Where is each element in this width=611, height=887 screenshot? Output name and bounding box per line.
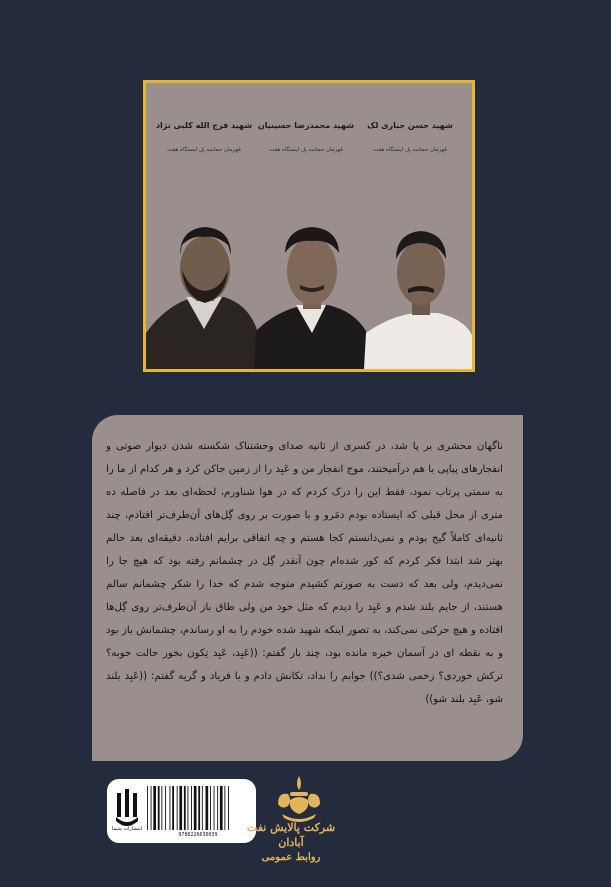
barcode-bar	[191, 786, 192, 830]
martyr-caption-2: قهرمان حماسه پل ایستگاه هفت	[269, 147, 343, 153]
isbn-number: 9786226630039	[178, 832, 218, 838]
barcode-bar	[177, 786, 178, 830]
barcode-bar	[172, 786, 174, 830]
portrait-right	[364, 231, 472, 369]
barcode-bar	[179, 786, 182, 830]
excerpt-panel	[92, 415, 523, 761]
barcode-bar	[206, 786, 209, 830]
barcode-bar	[151, 786, 152, 830]
excerpt-text: ناگهان محشری بر پا شد، در کسری از ثانیه صدای وحشتناک شکسته شدن دیوار صوتی و انفجارهای پیاپی با هم درآمیختند، موج انفجار من و عَبِد را از زمین جاکن کرد و هر کدام از ما را به سمتی پرتاب نمود، فقط این را درک کردم که در هوا شناورم، لحظه‌ای بعد در فاصله ده متری از محل قبلی که ایستاده بودم دمَرو و با صورت بر روی گِل‌های آن‌طرف‌تر افتادم، چند ثانیه‌ای کاملاً گیج بودم و نمی‌دانستم کجا هستم و چه اتفاقی برایم افتاده. دقیقه‌ای بعد حالم بهتر شد ابتدا فکر کردم که کور شده‌ام چون آنقدر گِل در چشمانم رفته بود که هیچ جا را نمی‌دیدم، ولی بعد که دست به صورتم کشیدم متوجه شدم که خدا را شکر چشمانم سالم هستند، از جایم بلند شدم و عَبِد را دیدم که مثل خود من ولی طاق باز آن‌طرف‌تر روی گِل‌ها افتاده و هیچ حرکتی نمی‌کند، به تصور اینکه شهید شده خودم را به او رساندم، چشمانش باز بود و به نقطه ای در آسمان خیره مانده بود، چند بار گفتم: ((عَبِد، عَبِد تِکون بخور حالت خوبه؟ ترکش خوردی؟ زخمی شدی؟)) جوابم را نداد، تکانش دادم و با فریاد و گریه گفتم: ((عَبِد بلند شو، عَبِد بلند شو))	[106, 441, 503, 705]
company-name-line2: روابط عمومی	[261, 852, 321, 863]
martyr-name-2: شهید محمدرضا حسینیان	[257, 121, 355, 130]
barcode-bar	[214, 786, 215, 830]
barcode-bar	[184, 786, 186, 830]
publisher-name: انتشارات شیما	[111, 826, 143, 832]
barcode-bar	[198, 786, 200, 830]
barcode-bar	[147, 786, 148, 830]
barcode-bar	[228, 786, 229, 830]
company-name	[236, 820, 346, 865]
portrait-middle	[254, 227, 368, 369]
martyrs-photo-panel	[143, 80, 475, 372]
martyr-caption-1: قهرمان حماسه پل ایستگاه هفت	[373, 147, 447, 153]
barcode-bar	[202, 786, 203, 830]
martyr-name-3: شهید فرج الله کلبی نژاد	[155, 121, 253, 130]
barcode-bar	[153, 786, 156, 830]
martyr-caption-3: قهرمان حماسه پل ایستگاه هفت	[167, 147, 241, 153]
barcode-bar	[220, 786, 223, 830]
martyr-name-1: شهید حسن جباری لک	[367, 121, 453, 130]
barcode-bar	[165, 786, 166, 830]
barcode-bar	[194, 786, 197, 830]
barcode-bar	[161, 786, 162, 830]
barcode-bar	[210, 786, 211, 830]
portrait-left	[146, 227, 258, 369]
company-name-line1: شرکت پالایش نفت آبادان	[246, 821, 336, 849]
barcode-bar	[158, 786, 160, 830]
barcode-box	[107, 779, 256, 843]
barcode-bar	[188, 786, 189, 830]
barcode-bar	[217, 786, 218, 830]
barcode-bar	[224, 786, 225, 830]
barcode-bar	[170, 786, 171, 830]
